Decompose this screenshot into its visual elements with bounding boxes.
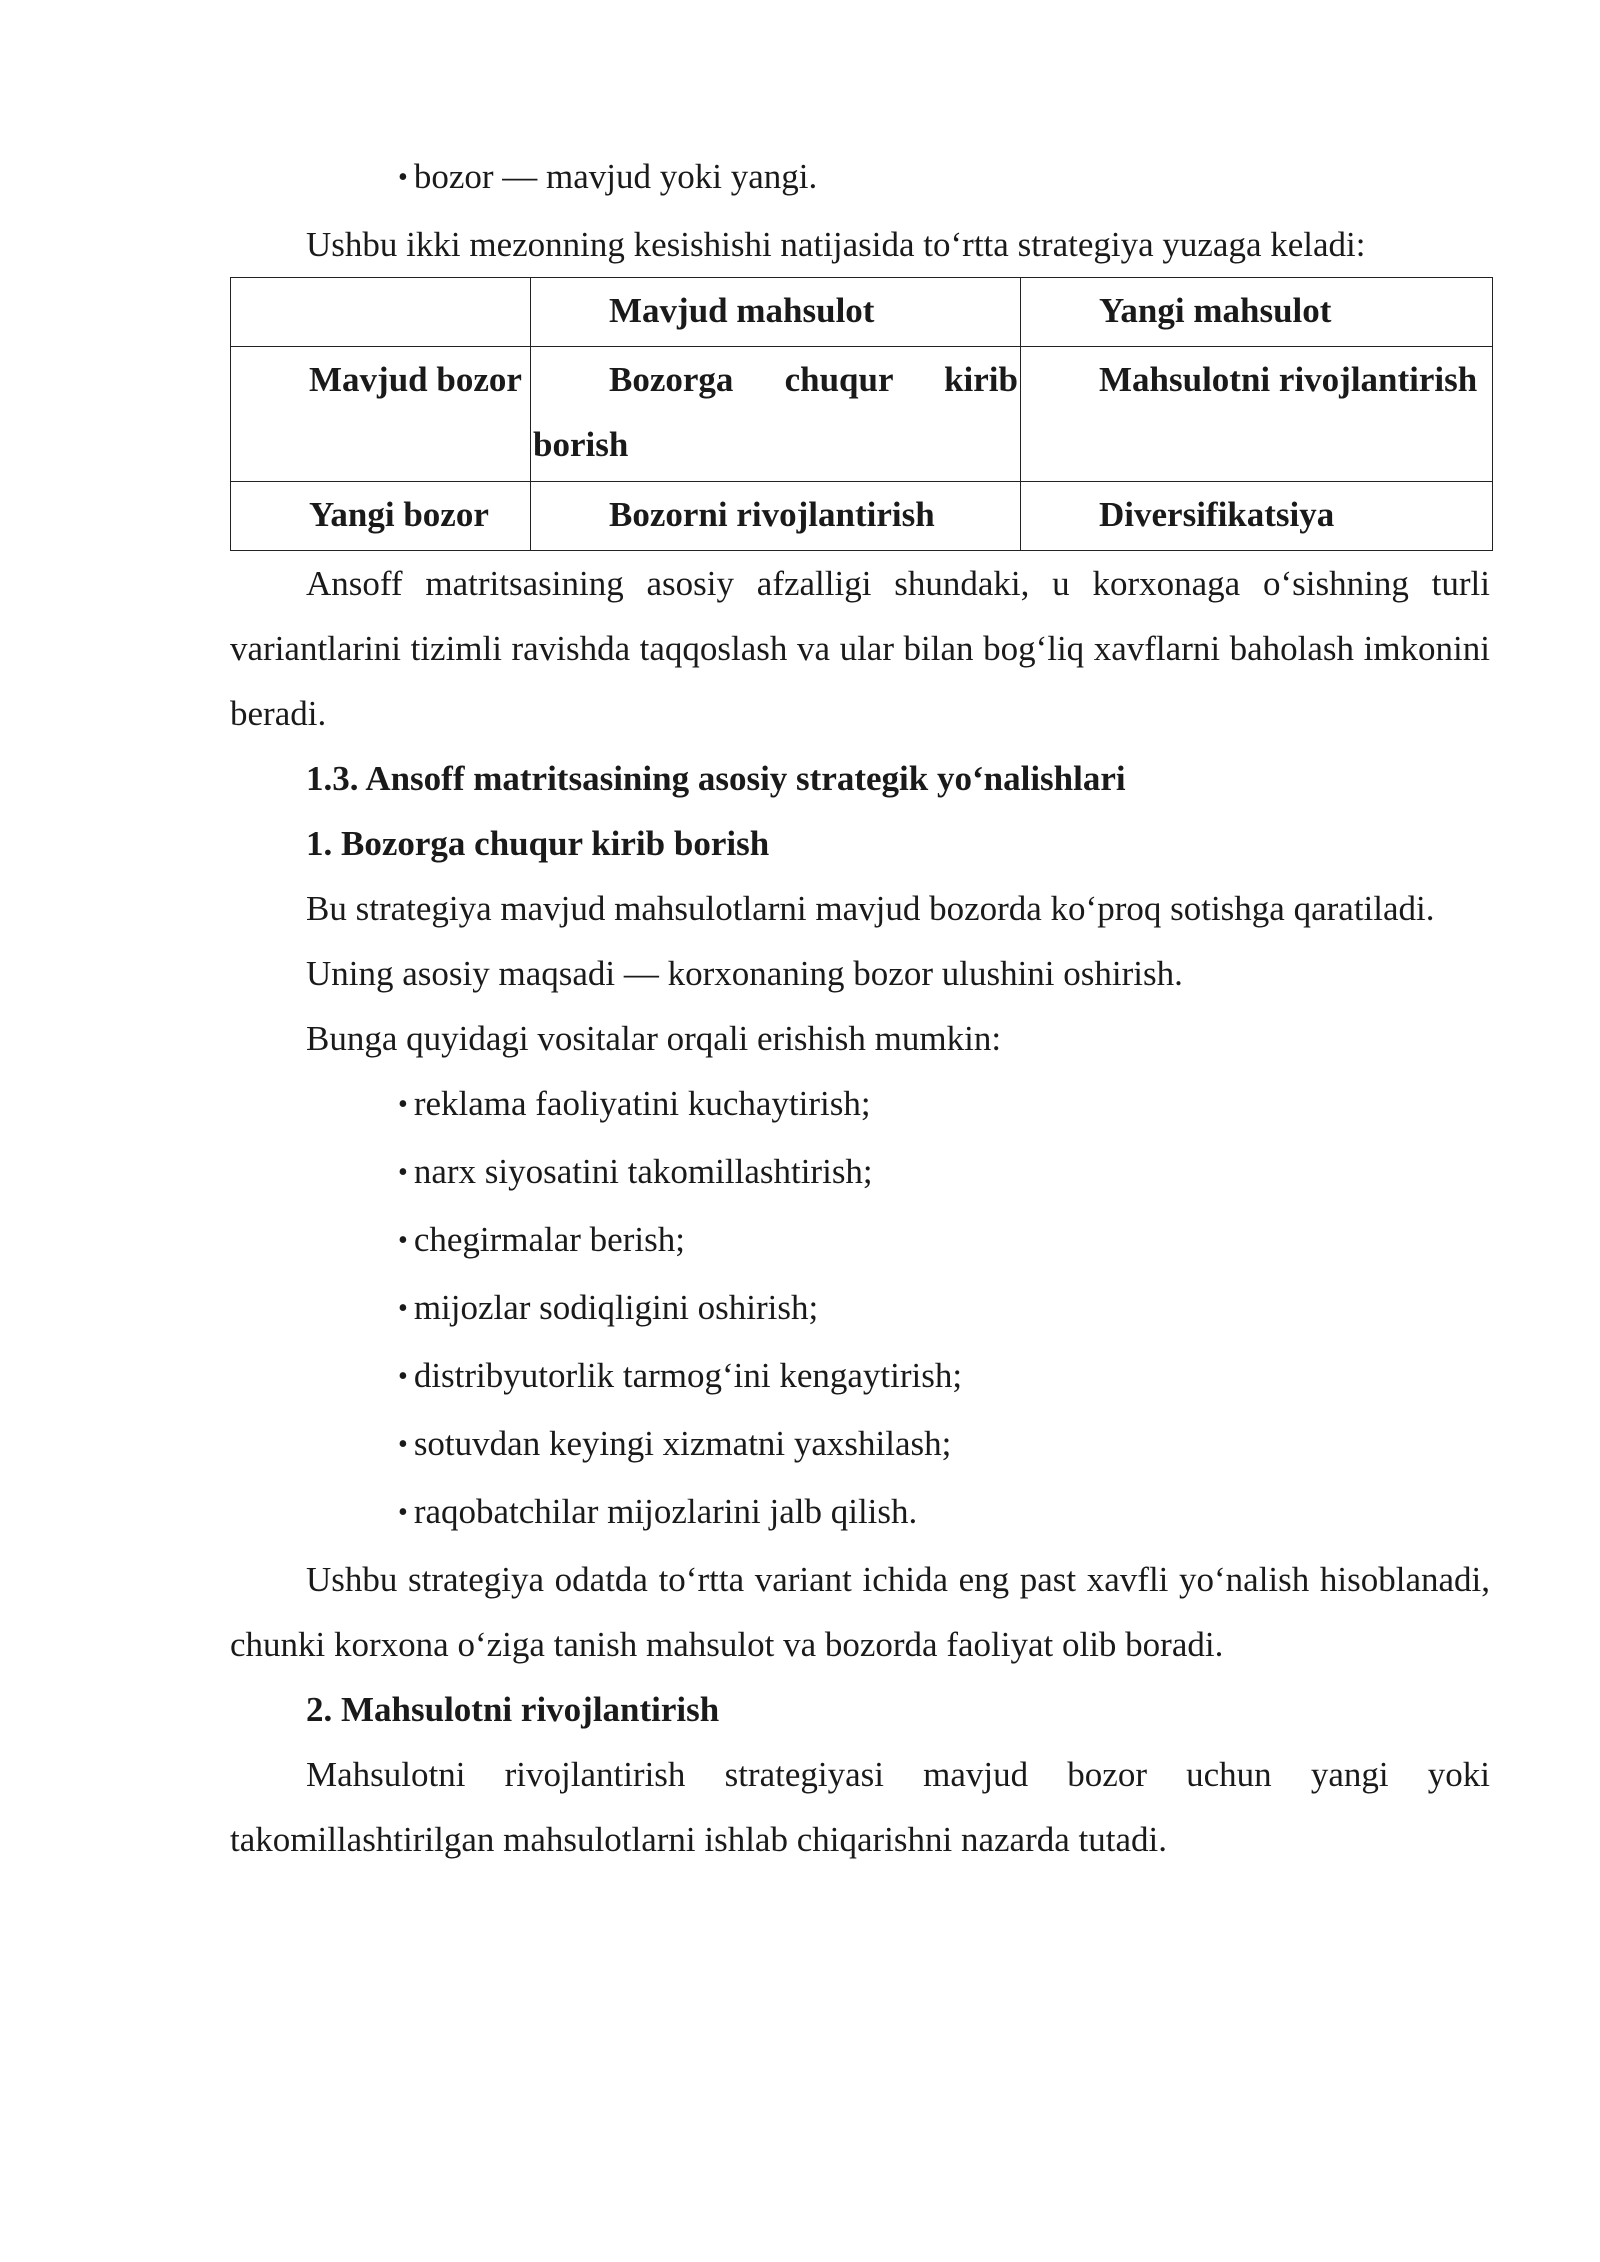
list-item: • raqobatchilar mijozlarini jalb qilish. (398, 1492, 918, 1531)
bullet-text: bozor — mavjud yoki yangi. (413, 157, 818, 196)
subheading-market-penetration: 1. Bozorga chuqur kirib borish (306, 824, 770, 863)
table-header-cell: Mavjud mahsulot (531, 278, 1021, 347)
paragraph: Bu strategiya mavjud mahsulotlarni mavjud bozorda ko‘proq sotishga qaratiladi. (306, 889, 1435, 928)
list-item: • reklama faoliyatini kuchaytirish; (398, 1084, 871, 1123)
table-row (231, 482, 1493, 551)
paragraph: Mahsulotni rivojlantirish strategiyasi mavjud bozor uchun yangi yoki takomillashtirilgan mahsulotlarni ishlab chiqarishni nazarda tutadi. (230, 1755, 1490, 1859)
bullet-list (230, 1071, 1490, 1547)
list-item: • sotuvdan keyingi xizmatni yaxshilash; (398, 1424, 952, 1463)
paragraph: Uning asosiy maqsadi — korxonaning bozor ulushini oshirish. (306, 954, 1183, 993)
table-header-row (231, 278, 1493, 347)
bullet-dot-icon: • (398, 162, 408, 193)
bullet-dot-icon: • (398, 1089, 408, 1120)
advantage-paragraph: Ansoff matritsasining asosiy afzalligi shundaki, u korxonaga o‘sishning turli variantlarini tizimli ravishda taqqoslash va ular bilan bog‘liq xavflarni baholash imkonini beradi. (230, 564, 1490, 733)
table-row (231, 347, 1493, 482)
table-cell: Diversifikatsiya (1021, 482, 1493, 551)
bullet-dot-icon: • (398, 1429, 408, 1460)
list-item: • mijozlar sodiqligini oshirish; (398, 1288, 819, 1327)
table-row-header: Yangi bozor (231, 482, 531, 551)
bullet-dot-icon: • (398, 1497, 408, 1528)
bullet-dot-icon: • (398, 1225, 408, 1256)
table-header-corner (231, 278, 531, 347)
table-cell: Bozorni rivojlantirish (531, 482, 1021, 551)
list-item: • chegirmalar berish; (398, 1220, 685, 1259)
intro-paragraph: Ushbu ikki mezonning kesishishi natijasida to‘rtta strategiya yuzaga keladi: (306, 225, 1366, 264)
section-heading: 1.3. Ansoff matritsasining asosiy strategik yo‘nalishlari (306, 759, 1126, 798)
bullet-dot-icon: • (398, 1157, 408, 1188)
table-cell: Mahsulotni rivojlantirish (1021, 347, 1493, 482)
ansoff-matrix-table (230, 277, 1493, 551)
bullet-dot-icon: • (398, 1293, 408, 1324)
list-item: • narx siyosatini takomillashtirish; (398, 1152, 873, 1191)
page-content (230, 144, 1490, 1872)
list-item: • distribyutorlik tarmog‘ini kengaytirish; (398, 1356, 963, 1395)
table-header-cell: Yangi mahsulot (1021, 278, 1493, 347)
paragraph: Bunga quyidagi vositalar orqali erishish mumkin: (306, 1019, 1002, 1058)
paragraph: Ushbu strategiya odatda to‘rtta variant ichida eng past xavfli yo‘nalish hisoblanadi, chunki korxona o‘ziga tanish mahsulot va bozorda faoliyat olib boradi. (230, 1560, 1490, 1664)
table-cell: Bozorga chuqur kirib borish (531, 347, 1021, 482)
subheading-product-development: 2. Mahsulotni rivojlantirish (306, 1690, 720, 1729)
bullet-dot-icon: • (398, 1361, 408, 1392)
table-row-header: Mavjud bozor (231, 347, 531, 482)
bullet-item (230, 144, 1490, 212)
